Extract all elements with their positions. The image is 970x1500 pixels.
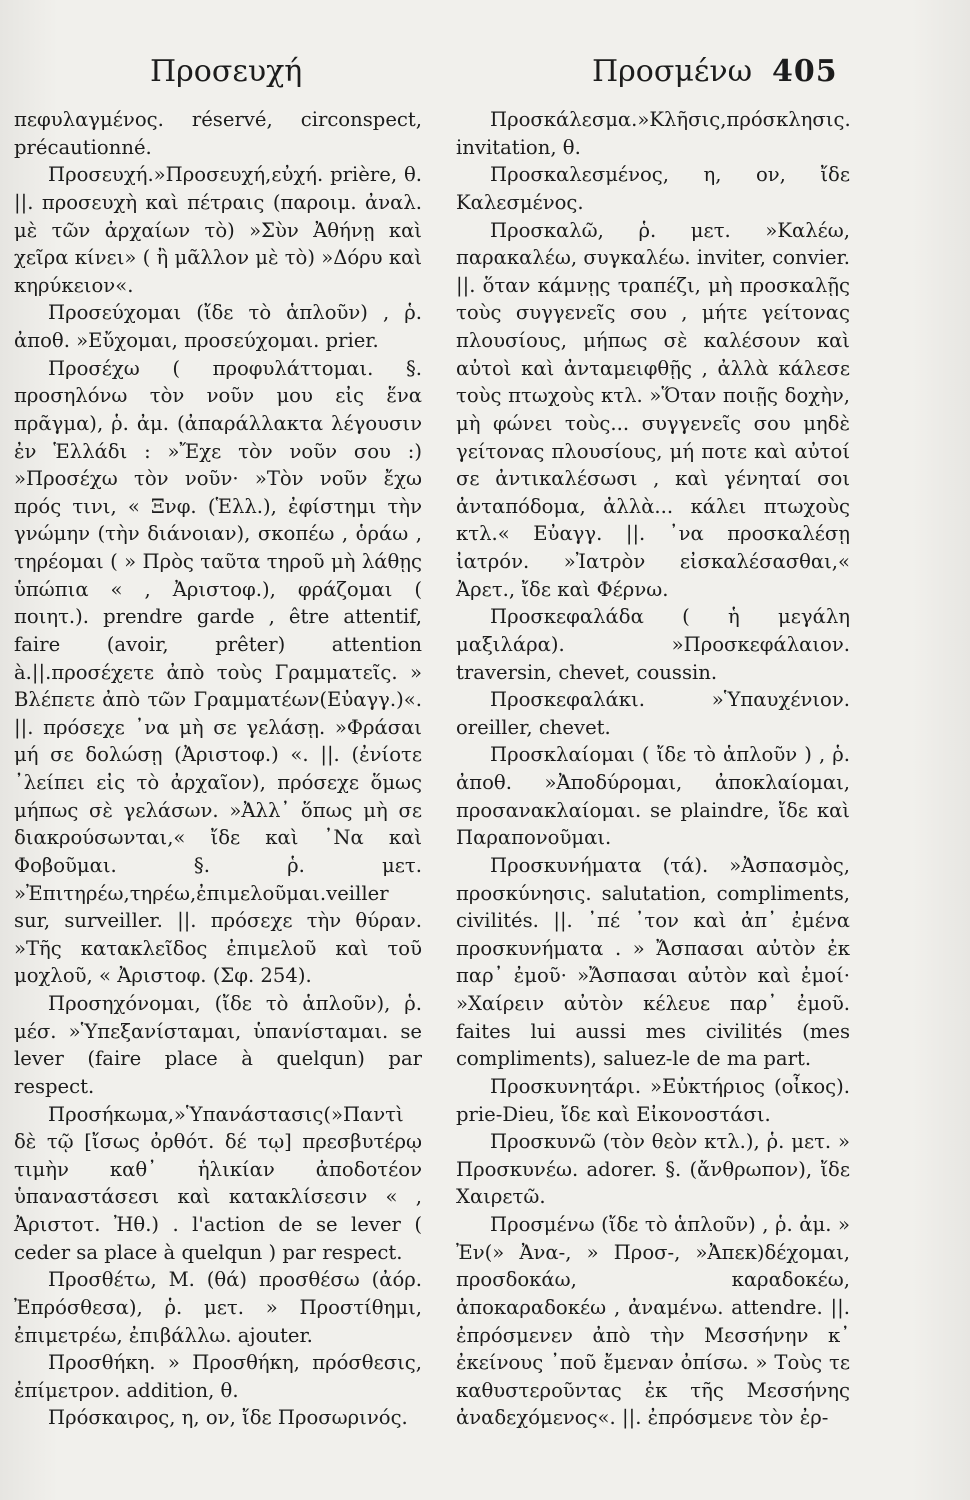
dictionary-entry: Προσκλαίομαι ( ἴδε τὸ ἁπλοῦν ) , ῥ. ἀποθ. »Ἀποδύρομαι, ἀποκλαίομαι, προσανακλαίομαι. se plaindre, ἴδε καὶ Παραπονοῦμαι. [456, 743, 850, 850]
dictionary-entry: Προσεύχομαι (ἴδε τὸ ἁπλοῦν) , ῥ. ἀποθ. »Εὔχομαι, προσεύχομαι. prier. [14, 301, 422, 352]
dictionary-entry: Προσκεφαλάκι. »Ὑπαυχένιον. oreiller, chevet. [456, 688, 850, 739]
dictionary-entry: Πρόσκαιρος, η, ον, ἴδε Προσωρινός. [48, 1406, 408, 1430]
dictionary-entry: Προσκυνῶ (τὸν θεὸν κτλ.), ῥ. μετ. » Προσκυνέω. adorer. §. (ἄνθρωπον), ἴδε Χαιρετῶ. [456, 1130, 850, 1209]
dictionary-entry: Προσκαλῶ, ῥ. μετ. »Καλέω, παρακαλέω, συγκαλέω. inviter, convier. ||. ὅταν κάμνῃς τραπέζι, μὴ προσκαλῇς τοὺς συγγενεῖς σου , μήτε γείτονας πλουσίους, μήπως σὲ καλέσουν καὶ αὐτοὶ καὶ ἀνταμειφθῇς , ἀλλὰ κάλεσε τοὺς πτωχοὺς κτλ. »Ὅταν ποιῇς δοχὴν, μὴ φώνει τοὺς... συγγενεῖς σου μηδὲ γείτονας πλουσίους, μή ποτε καὶ αὐτοί σε ἀντικαλέσωσι , καὶ γένηταί σοι ἀνταπόδομα, ἀλλὰ... κάλει πτωχοὺς κτλ.« Εὐαγγ. ||. ᾿να προσκαλέσῃ ἰατρόν. »Ἰατρὸν εἰσκαλέσασθαι,« Ἀρετ., ἴδε καὶ Φέρνω. [456, 218, 850, 601]
dictionary-entry: Προσηχόνομαι, (ἴδε τὸ ἁπλοῦν), ῥ. μέσ. »Ὑπεξανίσταμαι, ὑπανίσταμαι. se lever (faire place à quelqun) par respect. [14, 992, 422, 1098]
running-head-left: Προσευχή [150, 54, 303, 89]
dictionary-entry: Προσκυνητάρι. »Εὐκτήριος (οἶκος). prie-Dieu, ἴδε καὶ Εἰκονοστάσι. [456, 1074, 850, 1126]
page-number: 405 [772, 54, 838, 89]
dictionary-entry: πεφυλαγμένος. réservé, circonspect, précautionné. [14, 108, 422, 159]
dictionary-entry: Προσθέτω, Μ. (θά) προσθέσω (ἀόρ. Ἐπρόσθεσα), ῥ. μετ. » Προστίθημι, ἐπιμετρέω, ἐπιβάλλω. ajouter. [14, 1268, 422, 1347]
dictionary-entry: Προσέχω ( προφυλάττομαι. §. προσηλόνω τὸν νοῦν μου εἰς ἕνα πρᾶγμα), ῥ. ἀμ. (ἀπαράλλακτα λέγουσιν ἐν Ἑλλάδι : »Ἔχε τὸν νοῦν σου :) »Προσέχω τὸν νοῦν· »Τὸν νοῦν ἔχω πρός τινι, « Ξνφ. (Ἑλλ.), ἐφίστημι τὴν γνώμην (τὴν διάνοιαν), σκοπέω , ὁράω , τηρέομαι ( » Πρὸς ταῦτα τηροῦ μὴ λάθῃς ὑπώπια « , Ἀριστοφ.), φράζομαι ( ποιητ.). prendre garde , être attentif, faire (avoir, prêter) attention à.||.προσέχετε ἀπὸ τοὺς Γραμματεῖς. » Βλέπετε ἀπὸ τῶν Γραμματέων(Εὐαγγ.)«. ||. πρόσεχε ᾿να μὴ σε γελάσῃ. »Φράσαι μή σε δολώσῃ (Ἀριστοφ.) «. ||. (ἐνίοτε ᾿λείπει εἰς τὸ ἀρχαῖον), πρόσεχε ὅμως μήπως σὲ γελάσων. »Ἀλλ᾿ ὅπως μὴ σε διακρούσωνται,« ἴδε καὶ ᾿Να καὶ Φοβοῦμαι. §. ῥ. μετ. »Ἐπιτηρέω,τηρέω,ἐπιμελοῦμαι.veiller sur, surveiller. ||. πρόσεχε τὴν θύραν. »Τῆς κατακλεῖδος ἐπιμελοῦ καὶ τοῦ μοχλοῦ, « Ἀριστοφ. (Σφ. 254). [14, 356, 422, 988]
left-column [14, 106, 422, 1432]
dictionary-entry: Προσκεφαλάδα ( ἡ μεγάλη μαξιλάρα). »Προσκεφάλαιον. traversin, chevet, coussin. [456, 605, 850, 684]
running-head-right: Προσμένω [592, 54, 753, 89]
dictionary-entry: Προσμένω (ἴδε τὸ ἁπλοῦν) , ῥ. ἀμ. » Ἐν(» Ἀνα-, » Προσ-, »Ἀπεκ)δέχομαι, προσδοκάω, καραδοκέω, ἀποκαραδοκέω , ἀναμένω. attendre. ||. ἐπρόσμενεν ἀπὸ τὴν Μεσσήνην κ᾿ ἐκείνους ᾿ποῦ ἔμεναν ὀπίσω. » Τοὺς τε καθυστεροῦντας ἐκ τῆς Μεσσήνης ἀναδεχόμενος«. ||. ἐπρόσμενε τὸν ἐρ- [456, 1213, 850, 1430]
dictionary-entry: Προσθήκη. » Προσθήκη, πρόσθεσις, ἐπίμετρον. addition, θ. [14, 1351, 422, 1402]
dictionary-entry: Προσευχή.»Προσευχή,εὐχή. prière, θ. ||. προσευχὴ καὶ πέτραις (παροιμ. ἀναλ. μὲ τῶν ἀρχαίων τὸ) »Σὺν Ἀθήνῃ καὶ χεῖρα κίνει» ( ἢ μᾶλλον μὲ τὸ) »Δόρυ καὶ κηρύκειον«. [14, 163, 422, 297]
dictionary-entry: Προσκυνήματα (τά). »Ἀσπασμὸς, προσκύνησις. salutation, compliments, civilités. ||. ᾿πέ ᾿τον καὶ ἀπ᾿ ἐμένα προσκυνήματα . » Ἄσπασαι αὐτὸν ἐκ παρ᾿ ἐμοῦ· »Ἄσπασαι αὐτὸν καὶ ἐμοί· »Χαίρειν αὐτὸν κέλευε παρ᾿ ἐμοῦ. faites lui aussi mes civilités (mes compliments), saluez-le de ma part. [456, 853, 850, 1071]
right-column [456, 106, 850, 1432]
dictionary-entry: Προσκάλεσμα.»Κλῆσις,πρόσκλησις. invitation, θ. [456, 108, 851, 159]
dictionary-entry: Προσήκωμα,»Ὑπανάστασις(»Παντὶ δὲ τῷ [ἴσως ὀρθότ. δέ τῳ] πρεσβυτέρῳ τιμὴν καθ᾿ ἡλικίαν ἀποδοτέον ὑπαναστάσεσι καὶ κατακλίσεσιν « , Ἀριστοτ. Ἠθ.) . l'action de se lever ( ceder sa place à quelqun ) par respect. [14, 1102, 422, 1264]
dictionary-entry: Προσκαλεσμένος, η, ον, ἴδε Καλεσμένος. [456, 163, 850, 214]
